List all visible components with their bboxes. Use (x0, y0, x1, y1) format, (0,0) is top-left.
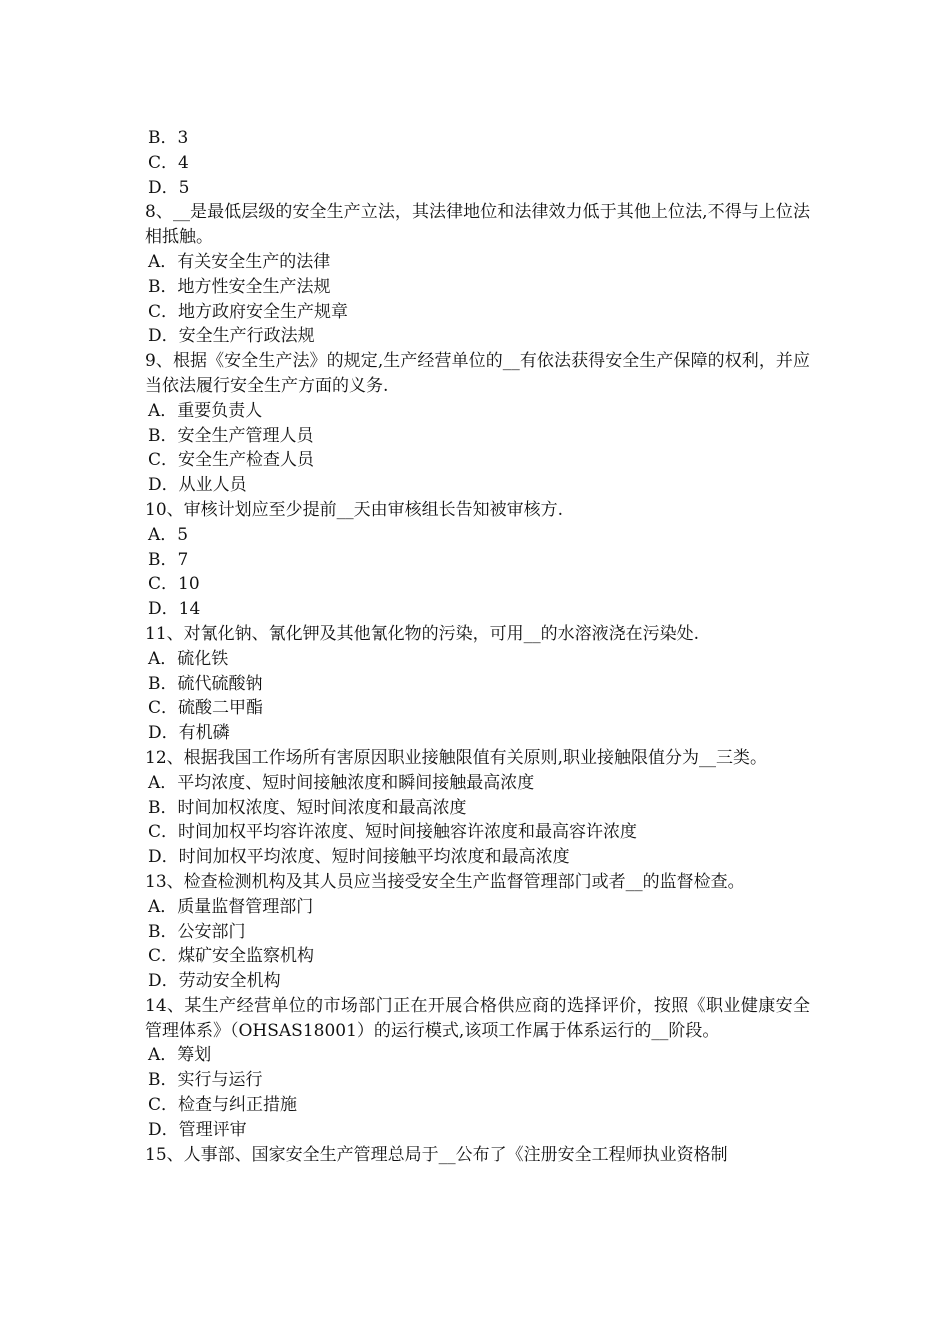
page-content (145, 126, 810, 1167)
question-15: 15、人事部、国家安全生产管理总局于__公布了《注册安全工程师执业资格制 (145, 1144, 728, 1165)
option-b: B．实行与运行 (148, 1070, 263, 1091)
option-c: C．地方政府安全生产规章 (148, 301, 349, 322)
option-b: B．时间加权浓度、短时间浓度和最高浓度 (148, 797, 467, 818)
option-a: A．平均浓度、短时间接触浓度和瞬间接触最高浓度 (148, 772, 535, 793)
option-a: A．重要负责人 (148, 400, 263, 421)
option-a: A．筹划 (148, 1045, 212, 1066)
option-d: D．5 (148, 177, 190, 198)
question-9: 9、根据《安全生产法》的规定,生产经营单位的__有依法获得安全生产保障的权利，并应当依法履行安全生产方面的义务. (145, 351, 810, 396)
option-c: C．4 (148, 152, 189, 173)
option-a: A．5 (148, 524, 189, 545)
option-a: A．有关安全生产的法律 (148, 251, 331, 272)
option-a: A．质量监督管理部门 (148, 896, 314, 917)
option-b: B．地方性安全生产法规 (148, 276, 331, 297)
option-a: A．硫化铁 (148, 648, 229, 669)
option-c: C．10 (148, 574, 200, 595)
question-11: 11、对氰化钠、氰化钾及其他氰化物的污染，可用__的水溶液浇在污染处. (145, 623, 700, 644)
question-8: 8、__是最低层级的安全生产立法，其法律地位和法律效力低于其他上位法,不得与上位法相抵触。 (145, 202, 810, 248)
question-10: 10、审核计划应至少提前__天由审核组长告知被审核方. (145, 499, 564, 520)
option-b: B．3 (148, 128, 189, 148)
option-b: B．硫代硫酸钠 (148, 673, 263, 694)
option-b: B．公安部门 (148, 921, 246, 942)
option-d: D．有机磷 (148, 723, 230, 744)
option-c: C．硫酸二甲酯 (148, 698, 264, 719)
option-d: D．管理评审 (148, 1119, 247, 1140)
option-b: B．安全生产管理人员 (148, 425, 314, 446)
option-d: D．劳动安全机构 (148, 971, 281, 992)
question-12: 12、根据我国工作场所有害原因职业接触限值有关原则,职业接触限值分为__三类。 (145, 747, 768, 768)
option-d: D．14 (148, 599, 201, 620)
question-14: 14、某生产经营单位的市场部门正在开展合格供应商的选择评价，按照《职业健康安全管理体系》（OHSAS18001）的运行模式,该项工作属于体系运行的__阶段。 (145, 995, 810, 1041)
option-c: C．煤矿安全监察机构 (148, 946, 315, 967)
question-13: 13、检查检测机构及其人员应当接受安全生产监督管理部门或者__的监督检查。 (145, 871, 745, 892)
option-c: C．检查与纠正措施 (148, 1095, 298, 1116)
option-b: B．7 (148, 549, 189, 570)
option-c: C．安全生产检查人员 (148, 450, 315, 471)
option-d: D．时间加权平均浓度、短时间接触平均浓度和最高浓度 (148, 847, 570, 868)
option-d: D．安全生产行政法规 (148, 326, 315, 347)
option-c: C．时间加权平均容许浓度、短时间接触容许浓度和最高容许浓度 (148, 822, 638, 843)
option-d: D．从业人员 (148, 475, 247, 496)
